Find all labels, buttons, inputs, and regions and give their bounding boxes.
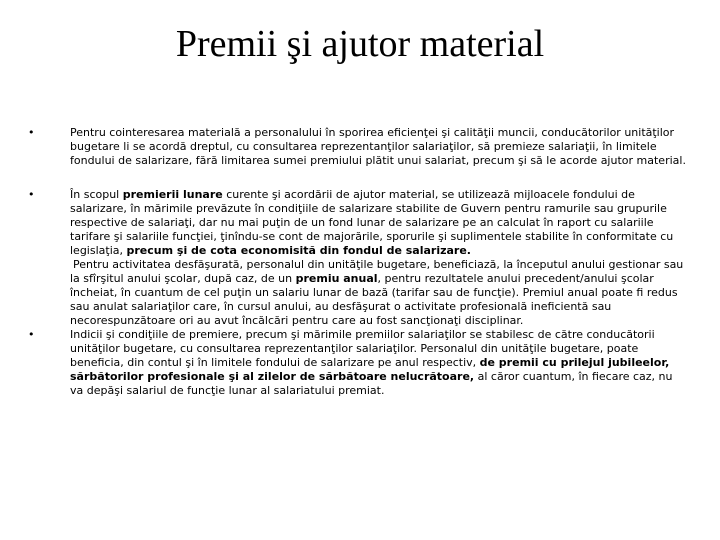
text-run: Indicii şi condiţiile de premiere, precum şi mărimile premiilor salariaţilor se stabilesc de către conducătorii unităţilor bugetare, cu consultarea reprezentanţilor salariaţilor. Personalul din unităţile bugetare, poate beneficia, din contul şi în limitele fondului de salarizare pe anul respectiv, (70, 328, 655, 369)
bullet-text (70, 188, 688, 258)
bullet-text: Pentru cointeresarea materială a personalului în sporirea eficienţei şi calităţii muncii, conducătorilor unităţilor bugetare li se acordă dreptul, cu consultarea reprezentanţilor salariaţilor, să premieze salariaţii, în limitele fondului de salarizare, fără limitarea sumei premiului plătit unui salariat, precum şi să le acorde ajutor material. (70, 126, 686, 167)
bullet-item-indici-premiere (28, 328, 688, 398)
bullet-text-continuation (70, 258, 688, 328)
bullet-text (70, 328, 688, 398)
bold-text: premierii lunare (122, 188, 223, 201)
bullet-item-premiere-lunara (28, 188, 688, 328)
bold-text: precum şi de cota economisită din fondul de salarizare. (126, 244, 471, 257)
bullet-item-cointeresare (28, 126, 688, 168)
bold-text: premiu anual (295, 272, 378, 285)
text-run: , pentru rezultatele anului precedent/anului şcolar încheiat, în cuantum de cel puţin un salariu lunar de bază (tarifar sau de funcţie). Premiul anual poate fi redus sau anulat salariaţilor care, în cursul anului, au desfăşurat o activitate profesională ineficientă sau necorespunzătoare ori au avut încălcări pentru care au fost sancţionaţi disciplinar. (70, 272, 678, 327)
text-run: Pentru activitatea desfăşurată, personalul din unităţile bugetare, beneficiază, la începutul anului gestionar sau la sfîrşitul anului şcolar, după caz, de un (70, 258, 684, 285)
slide-title: Premii şi ajutor material (175, 23, 545, 65)
bullet-dot-icon: • (28, 188, 35, 201)
text-run: În scopul (70, 188, 123, 201)
bullet-dot-icon: • (28, 328, 35, 341)
text-run: curente şi acordării de ajutor material, se utilizează mijloacele fondului de salarizare, în mărimile prevăzute în condiţiile de salarizare stabilite de Guvern pentru ramurile sau grupurile respective de salariaţi, dar nu mai puţin de un fond lunar de salarizare pe an calculat în raport cu salariile tarifare şi salariile funcţiei, ţinîndu-se cont de majorările, sporurile şi suplimentele stabilite în conformitate cu legislaţia, (70, 188, 674, 257)
bold-text: de premii cu prilejul jubileelor, sărbătorilor profesionale şi al zilelor de sărbătoare nelucrătoare, (70, 356, 670, 383)
text-run: al căror cuantum, în fiecare caz, nu va depăşi salariul de funcţie lunar al salariatului premiat. (70, 370, 673, 397)
bullet-dot-icon: • (28, 126, 35, 139)
bullet-list (28, 126, 688, 398)
